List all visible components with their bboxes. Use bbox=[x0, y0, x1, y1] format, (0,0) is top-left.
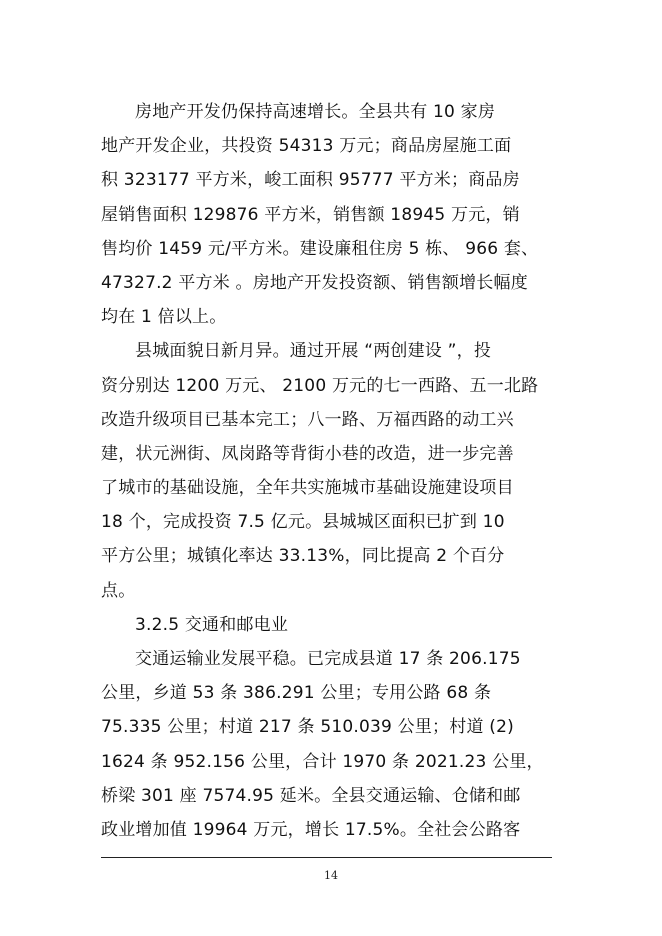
paragraph-line: 政业增加值 19964 万元，增长 17.5%。全社会公路客 bbox=[101, 819, 521, 840]
footer-divider bbox=[101, 857, 552, 858]
paragraph-line: 房地产开发仍保持高速增长。全县共有 10 家房 bbox=[135, 102, 496, 122]
paragraph-line: 了城市的基础设施，全年共实施城市基础设施建设项目 bbox=[101, 478, 514, 499]
paragraph-line: 屋销售面积 129876 平方米，销售额 18945 万元，销 bbox=[101, 204, 520, 225]
section-heading: 3.2.5 交通和邮电业 bbox=[135, 614, 289, 635]
paragraph-line: 公里，乡道 53 条 386.291 公里；专用公路 68 条 bbox=[101, 683, 492, 704]
paragraph-line: 资分别达 1200 万元、 2100 万元的七一西路、五一北路 bbox=[101, 375, 539, 396]
paragraph-line: 桥梁 301 座 7574.95 延米。全县交通运输、仓储和邮 bbox=[101, 785, 521, 806]
paragraph-line: 75.335 公里；村道 217 条 510.039 公里；村道 (2) bbox=[101, 717, 514, 738]
paragraph-line: 均在 1 倍以上。 bbox=[101, 307, 227, 328]
paragraph-line: 售均价 1459 元/平方米。建设廉租住房 5 栋、 966 套、 bbox=[101, 238, 539, 259]
body-text bbox=[101, 95, 571, 847]
paragraph-line: 建，状元洲街、凤岗路等背街小巷的改造，进一步完善 bbox=[101, 443, 514, 464]
paragraph-line: 18 个，完成投资 7.5 亿元。县城城区面积已扩到 10 bbox=[101, 512, 505, 533]
paragraph-line: 点。 bbox=[101, 580, 136, 601]
page-number: 14 bbox=[324, 869, 338, 882]
paragraph-line: 改造升级项目已基本完工；八一路、万福西路的动工兴 bbox=[101, 409, 514, 430]
paragraph-line: 地产开发企业，共投资 54313 万元；商品房屋施工面 bbox=[101, 136, 512, 157]
paragraph-line: 平方公里；城镇化率达 33.13%，同比提高 2 个百分 bbox=[101, 546, 505, 567]
paragraph-line: 47327.2 平方米 。房地产开发投资额、销售额增长幅度 bbox=[101, 272, 528, 293]
paragraph-line: 县城面貌日新月异。通过开展 “两创建设 ”，投 bbox=[135, 341, 492, 362]
paragraph-line: 交通运输业发展平稳。已完成县道 17 条 206.175 bbox=[135, 649, 521, 669]
paragraph-line: 1624 条 952.156 公里，合计 1970 条 2021.23 公里， bbox=[101, 751, 544, 772]
paragraph-line: 积 323177 平方米，峻工面积 95777 平方米；商品房 bbox=[101, 170, 520, 191]
